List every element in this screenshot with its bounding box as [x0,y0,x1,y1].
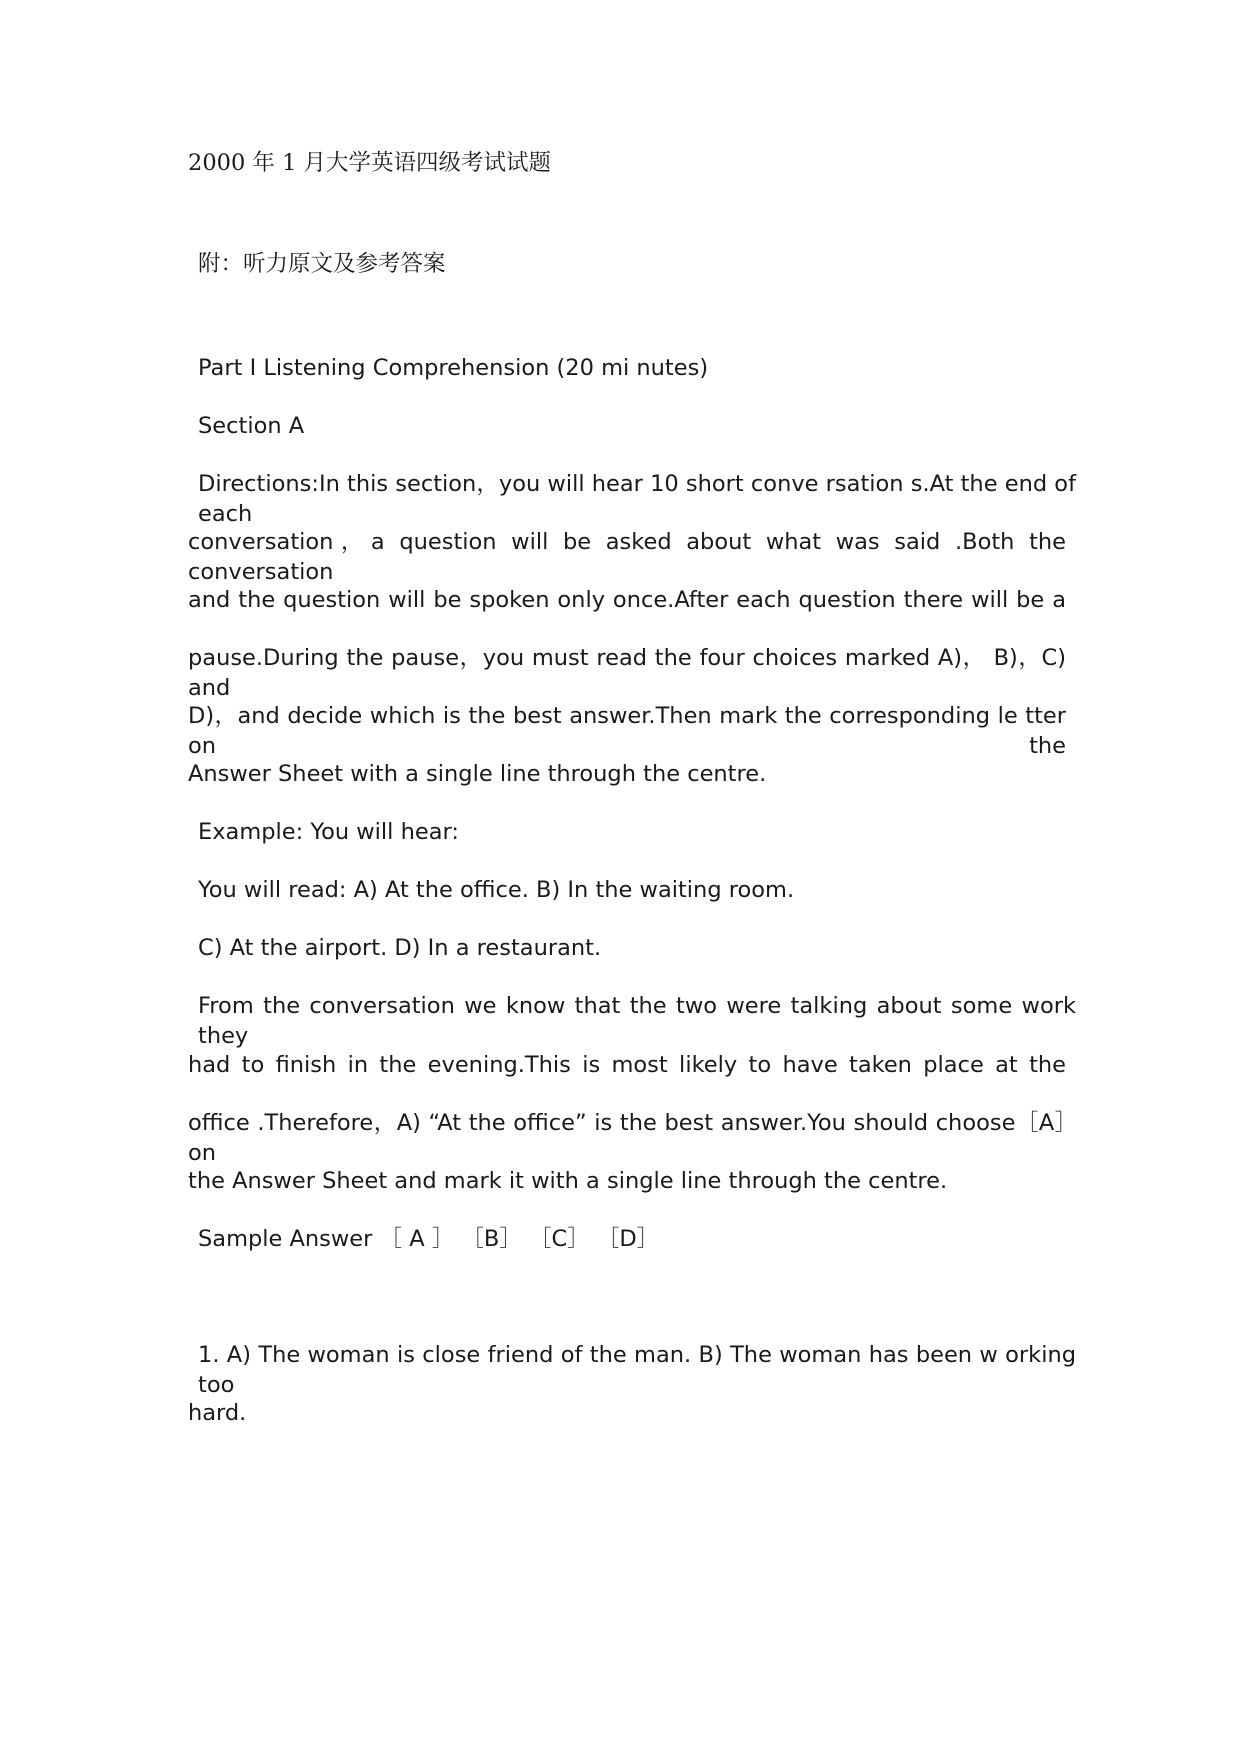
explanation-line: From the conversation we know that the two were talking about some work they [198,993,1076,1049]
explanation-line: had to finish in the evening.This is most likely to have taken place at the [188,1052,1066,1078]
part-heading: Part I Listening Comprehension (20 mi nutes) [198,355,709,381]
appendix-note: 附：听力原文及参考答案 [198,251,446,277]
sample-answer: Sample Answer ［ A ］ ［B］ ［C］ ［D］ [198,1226,660,1252]
explanation-line: the Answer Sheet and mark it with a single line through the centre. [188,1168,948,1194]
directions-line: D)，and decide which is the best answer.Then mark the corresponding le tter on the [188,703,1066,759]
example-hear: Example: You will hear: [198,819,459,845]
directions-line: pause.During the pause，you must read the four choices marked A)， B)，C) and [188,645,1066,701]
section-heading: Section A [198,413,305,439]
directions-line: and the question will be spoken only once.After each question there will be a [188,587,1066,613]
example-read-line: C) At the airport. D) In a restaurant. [198,935,602,961]
directions-line: Directions:In this section，you will hear 10 short conve rsation s.At the end of each [198,471,1076,527]
directions-line: Answer Sheet with a single line through the centre. [188,761,767,787]
question-line: 1. A) The woman is close friend of the man. B) The woman has been w orking too [198,1342,1076,1398]
explanation-line: office .Therefore，A) “At the office” is the best answer.You should choose［A］on [188,1110,1066,1166]
example-read-line: You will read: A) At the office. B) In the waiting room. [198,877,795,903]
document-title: 2000 年 1 月大学英语四级考试试题 [188,150,552,176]
directions-line: conversation，a question will be asked about what was said .Both the conversation [188,529,1066,585]
question-line: hard. [188,1400,247,1426]
